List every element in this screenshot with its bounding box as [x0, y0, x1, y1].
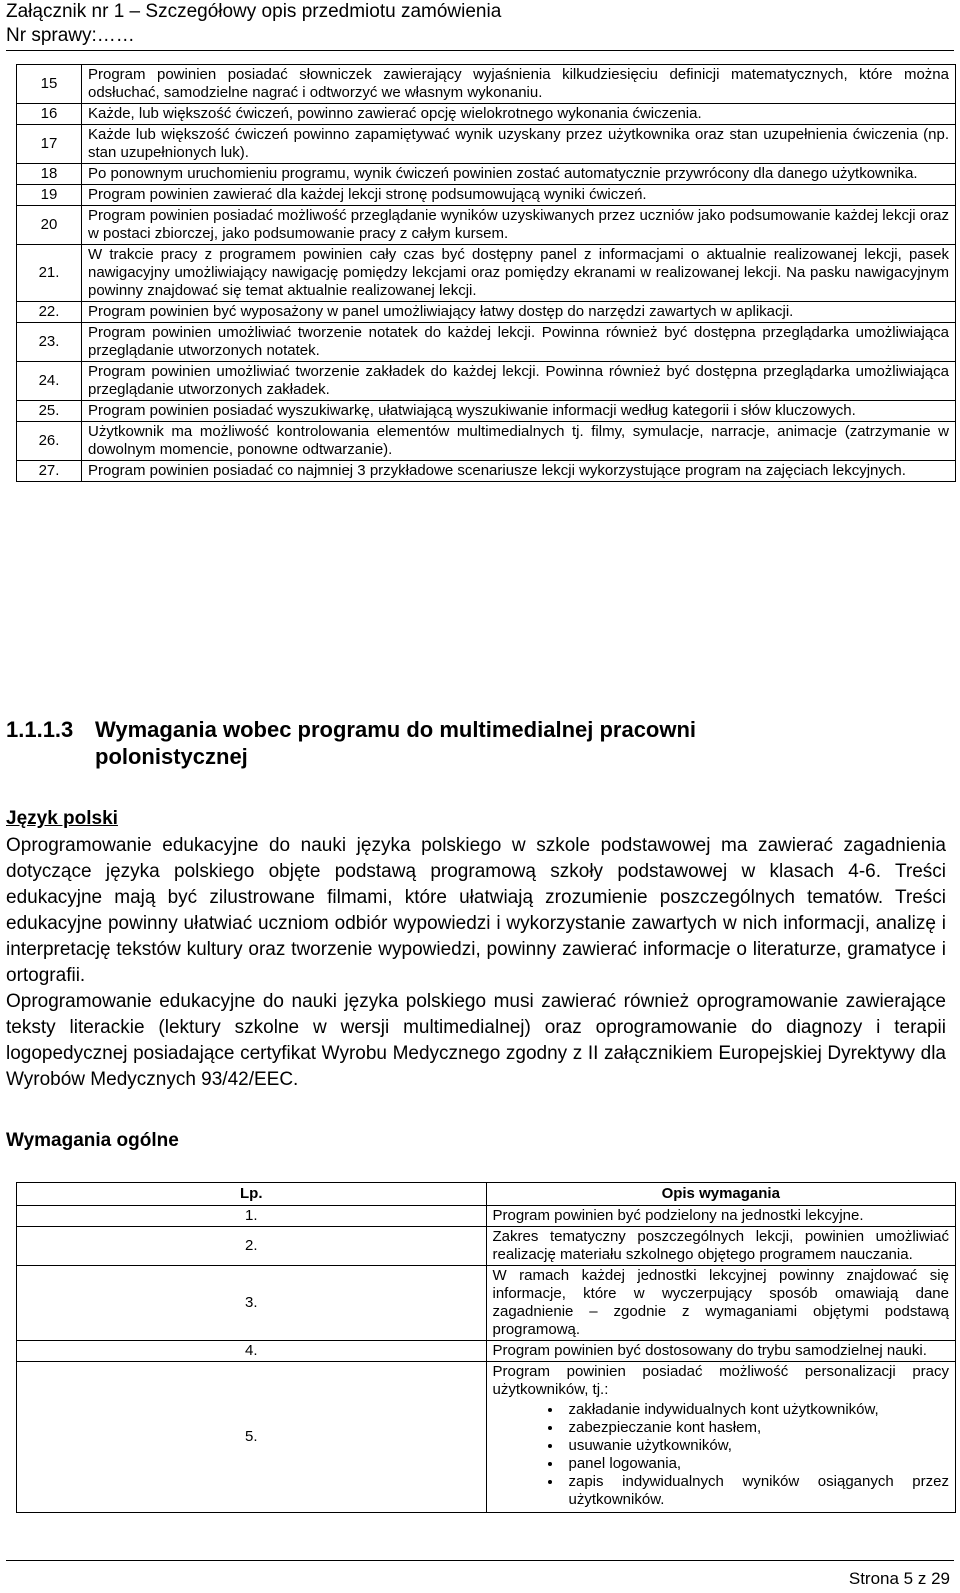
row-text: Program powinien posiadać co najmniej 3 przykładowe scenariusze lekcji wykorzystujące program na zajęciach lekcyjnych. — [82, 461, 956, 482]
row-text: Program powinien być wyposażony w panel umożliwiający łatwy dostęp do narzędzi zawartych w aplikacji. — [82, 302, 956, 323]
row-number: 20 — [17, 206, 82, 245]
page-number: Strona 5 z 29 — [848, 1569, 950, 1588]
table-row — [17, 1341, 956, 1362]
row-number: 19 — [17, 185, 82, 206]
list-item: • zapis indywidualnych wyników osiąganych przez użytkowników. — [563, 1473, 950, 1509]
table-row — [17, 65, 956, 104]
row-text: Użytkownik ma możliwość kontrolowania elementów multimedialnych tj. filmy, symulacje, narracje, animacje (zatrzymanie w dowolnym momencie, ponowne odtwarzanie). — [82, 422, 956, 461]
table-row — [17, 164, 956, 185]
table-row — [17, 1362, 956, 1513]
row-text: Program powinien posiadać słowniczek zawierający wyjaśnienia kilkudziesięciu definicji matematycznych, które można odsłuchać, samodzielne nagrać i odtworzyć we własnym wykonaniu. — [82, 65, 956, 104]
row-number: 21. — [17, 245, 82, 302]
row-number: 25. — [17, 401, 82, 422]
table-row — [17, 1227, 956, 1266]
column-header-lp: Lp. — [17, 1183, 487, 1206]
row-text: Program powinien umożliwiać tworzenie notatek do każdej lekcji. Powinna również być dostępna przeglądarka umożliwiająca przeglądanie utworzonych notatek. — [82, 323, 956, 362]
row-number: 27. — [17, 461, 82, 482]
body-paragraph: Oprogramowanie edukacyjne do nauki języka polskiego musi zawierać również oprogramowanie zawierające teksty literackie (lektury szkolne w wersji multimedialnej) oraz oprogramowanie do diagnozy i terapii logopedycznej posiadające certyfikat Wyrobu Medycznego zgodny z II załącznikiem Europejskiej Dyrektywy dla Wyrobów Medycznych 93/42/EEC. — [6, 991, 946, 1090]
row-text: Program powinien być podzielony na jednostki lekcyjne. — [486, 1206, 956, 1227]
row-text — [486, 1362, 956, 1513]
column-header-description: Opis wymagania — [486, 1183, 956, 1206]
language-heading: Język polski — [6, 808, 118, 829]
general-requirements-table — [16, 1182, 956, 1513]
list-item: • zabezpieczanie kont hasłem, — [563, 1419, 950, 1437]
table-row — [17, 1266, 956, 1341]
footer-divider — [6, 1560, 954, 1561]
row-number: 15 — [17, 65, 82, 104]
row-text: Każde lub większość ćwiczeń powinno zapamiętywać wynik uzyskany przez użytkownika oraz stan uzupełnienia ćwiczenia (np. stan uzupełnionych luk). — [82, 125, 956, 164]
row-number: 2. — [17, 1227, 487, 1266]
row-text: Program powinien być dostosowany do trybu samodzielnej nauki. — [486, 1341, 956, 1362]
body-text — [6, 833, 946, 1093]
row-number: 3. — [17, 1266, 487, 1341]
row-number: 1. — [17, 1206, 487, 1227]
row-number: 17 — [17, 125, 82, 164]
table-row — [17, 323, 956, 362]
table-row — [17, 104, 956, 125]
table-row — [17, 206, 956, 245]
row-text: Program powinien umożliwiać tworzenie zakładek do każdej lekcji. Powinna również być dostępna przeglądarka umożliwiająca przeglądanie utworzonych zakładek. — [82, 362, 956, 401]
row-text: Zakres tematyczny poszczególnych lekcji, powinien umożliwiać realizację materiału szkolnego objętego programem nauczania. — [486, 1227, 956, 1266]
table-header-row — [17, 1183, 956, 1206]
case-number: Nr sprawy:…… — [6, 25, 135, 46]
row-number: 24. — [17, 362, 82, 401]
list-item: • usuwanie użytkowników, — [563, 1437, 950, 1455]
table-row — [17, 125, 956, 164]
row-number: 5. — [17, 1362, 487, 1513]
table-row — [17, 1206, 956, 1227]
body-paragraph: Oprogramowanie edukacyjne do nauki języka polskiego w szkole podstawowej ma zawierać zagadnienia dotyczące języka polskiego objęte podstawą programową szkoły podstawowej w klasach 4-6. Treści edukacyjne mają być zilustrowane filmami, które ułatwiają zrozumienie poszczególnych tematów. Treści edukacyjne powinny ułatwiać uczniom odbiór wypowiedzi i wykorzystanie zawartych w nich informacji, analizę i interpretację tekstów kultury oraz tworzenie wypowiedzi, powinny zawierać informacje o literaturze, gramatyce i ortografii. — [6, 835, 946, 986]
section-title-line1: Wymagania wobec programu do multimedialnej pracowni — [95, 717, 697, 742]
header-divider — [6, 50, 954, 51]
row-text: Każde, lub większość ćwiczeń, powinno zawierać opcję wielokrotnego wykonania ćwiczenia. — [82, 104, 956, 125]
table-row — [17, 362, 956, 401]
section-number: 1.1.1.3 — [6, 717, 74, 742]
table-row — [17, 245, 956, 302]
general-requirements-heading: Wymagania ogólne — [6, 1130, 179, 1151]
row-intro: Program powinien posiadać możliwość personalizacji pracy użytkowników, tj.: — [492, 1363, 949, 1398]
list-item: • zakładanie indywidualnych kont użytkowników, — [563, 1401, 950, 1419]
bullet-list — [493, 1401, 950, 1509]
table-row — [17, 401, 956, 422]
page-header — [6, 0, 954, 48]
row-text: W trakcie pracy z programem powinien cały czas być dostępny panel z informacjami o aktualnie realizowanej lekcji, pasek nawigacyjny umożliwiający nawigację pomiędzy lekcjami oraz pomiędzy ekranami w realizowanej lekcji. Na pasku nawigacyjnym powinny znajdować się temat aktualnie realizowanej lekcji. — [82, 245, 956, 302]
requirements-table-continued — [16, 64, 956, 482]
section-title — [6, 716, 866, 770]
row-number: 4. — [17, 1341, 487, 1362]
row-text: Po ponownym uruchomieniu programu, wynik ćwiczeń powinien zostać automatycznie przywrócony dla danego użytkownika. — [82, 164, 956, 185]
table-row — [17, 461, 956, 482]
row-number: 26. — [17, 422, 82, 461]
header-title: Załącznik nr 1 – Szczegółowy opis przedmiotu zamówienia — [6, 1, 502, 22]
row-number: 22. — [17, 302, 82, 323]
row-number: 18 — [17, 164, 82, 185]
section-title-line2: polonistycznej — [95, 744, 248, 769]
row-text: Program powinien posiadać wyszukiwarkę, ułatwiającą wyszukiwanie informacji według kategorii i słów kluczowych. — [82, 401, 956, 422]
table-row — [17, 302, 956, 323]
row-text: Program powinien zawierać dla każdej lekcji stronę podsumowującą wyniki ćwiczeń. — [82, 185, 956, 206]
row-text: Program powinien posiadać możliwość przeglądanie wyników uzyskiwanych przez uczniów jako podsumowanie każdej lekcji oraz w postaci zbiorczej, jako podsumowanie pracy z całym kursem. — [82, 206, 956, 245]
row-number: 16 — [17, 104, 82, 125]
table-row — [17, 422, 956, 461]
row-text: W ramach każdej jednostki lekcyjnej powinny znajdować się informacje, które w wyczerpujący sposób omawiają dane zagadnienie – zgodnie z wymaganiami objętymi podstawą programową. — [486, 1266, 956, 1341]
table-row — [17, 185, 956, 206]
row-number: 23. — [17, 323, 82, 362]
list-item: • panel logowania, — [563, 1455, 950, 1473]
